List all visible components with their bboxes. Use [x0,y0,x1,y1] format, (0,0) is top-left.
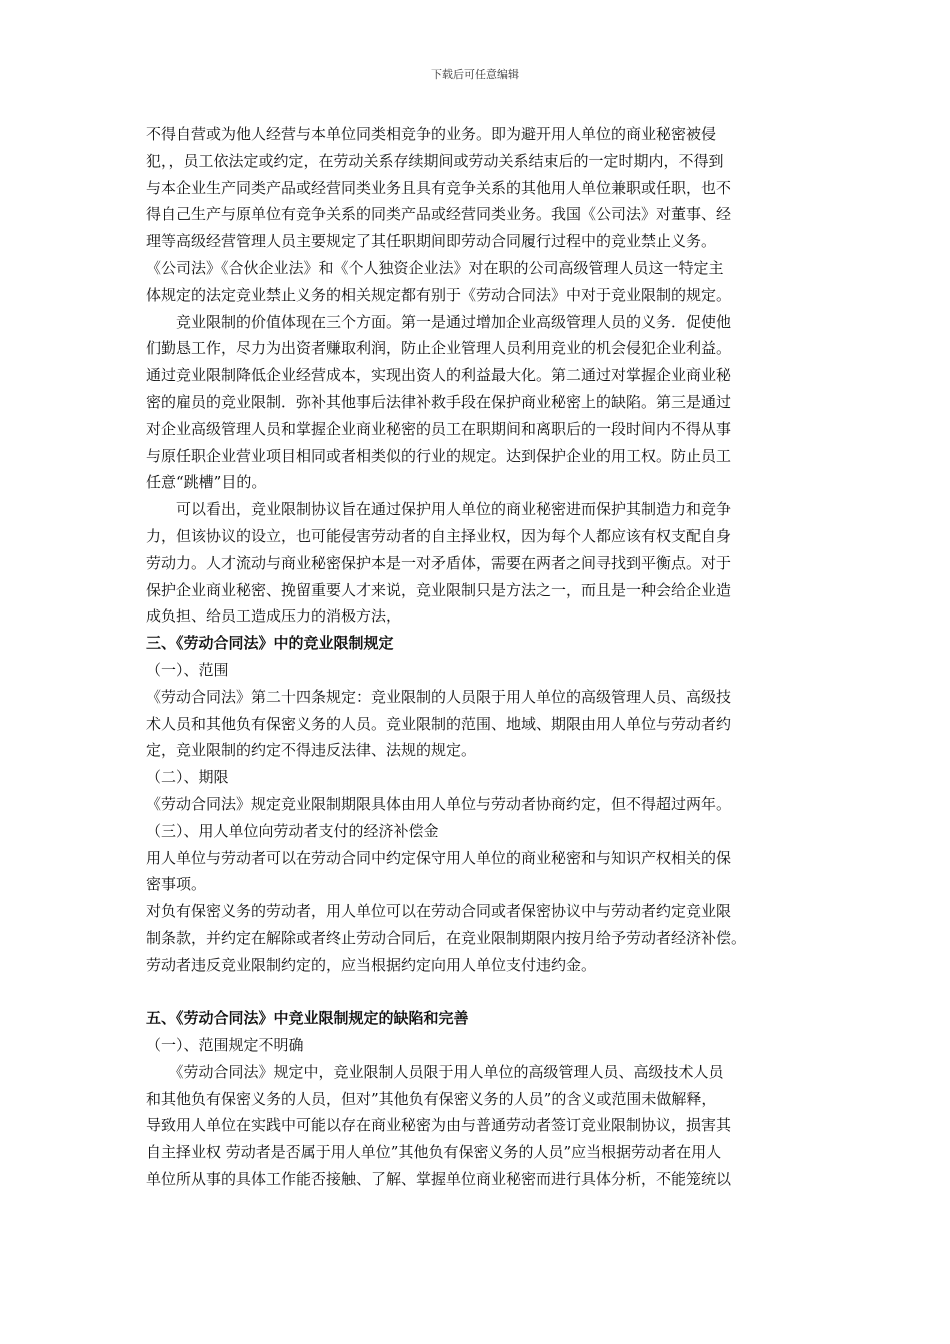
blank-line [146,979,810,1006]
text-line: （一）、范围 [146,660,229,679]
text-line: 《劳动合同法》规定中，竞业限制人员限于用人单位的高级管理人员、高级技术人员 [146,1062,724,1081]
text-line: 与原任职企业营业项目相同或者相类似的行业的规定。达到保护企业的用工权。防止员工 [146,446,732,465]
text-line: 体规定的法定竞业禁止义务的相关规定都有别于《劳动合同法》中对于竞业限制的规定。 [146,285,732,304]
text-line: 和其他负有保密义务的人员，但对”其他负有保密义务的人员”的含义或范围未做解释， [146,1089,717,1108]
text-line: （三）、用人单位向劳动者支付的经济补偿金 [146,821,439,840]
text-line: 任意“跳槽”目的。 [146,473,267,492]
section-heading: 五、《劳动合同法》中竞业限制规定的缺陷和完善 [146,1009,469,1028]
text-line: 劳动者违反竞业限制约定的，应当根据约定向用人单位支付违约金。 [146,955,597,974]
text-line: 保护企业商业秘密、挽留重要人才来说，竞业限制只是方法之一，而且是一种会给企业造 [146,580,732,599]
text-line: 单位所从事的具体工作能否接触、了解、掌握单位商业秘密而进行具体分析，不能笼统以 [146,1170,732,1189]
text-line: 术人员和其他负有保密义务的人员。竞业限制的范围、地域、期限由用人单位与劳动者约 [146,714,732,733]
text-line: 密事项。 [146,875,207,894]
section-heading: 三、《劳动合同法》中的竞业限制规定 [146,634,394,653]
document-body [146,121,810,1193]
text-line: 可以看出，竞业限制协议旨在通过保护用人单位的商业秘密进而保护其制造力和竞争 [146,500,732,519]
text-line: 与本企业生产同类产品或经营同类业务且具有竞争关系的其他用人单位兼职或任职，也不 [146,178,732,197]
text-line: 犯，，员工依法定或约定，在劳动关系存续期间或劳动关系结束后的一定时期内，不得到 [146,151,724,170]
page-header: 下载后可任意编辑 [431,68,519,81]
text-line: 导致用人单位在实践中可能以存在商业秘密为由与普通劳动者签订竞业限制协议，损害其 [146,1116,732,1135]
text-line: 理等高级经营管理人员主要规定了其任职期间即劳动合同履行过程中的竞业禁止义务。 [146,232,717,251]
text-line: 劳动力。人才流动与商业秘密保护本是一对矛盾体，需要在两者之间寻找到平衡点。对于 [146,553,732,572]
text-line: 密的雇员的竞业限制．弥补其他事后法律补救手段在保护商业秘密上的缺陷。第三是通过 [146,392,732,411]
text-line: 力，但该协议的设立，也可能侵害劳动者的自主择业权，因为每个人都应该有权支配自身 [146,526,732,545]
text-line: 制条款，并约定在解除或者终止劳动合同后，在竞业限制期限内按月给予劳动者经济补偿。 [146,928,747,947]
text-line: 用人单位与劳动者可以在劳动合同中约定保守用人单位的商业秘密和与知识产权相关的保 [146,848,732,867]
text-line: 对企业高级管理人员和掌握企业商业秘密的员工在职期间和离职后的一段时间内不得从事 [146,419,732,438]
text-line: 定，竞业限制的约定不得违反法律、法规的规定。 [146,741,477,760]
text-line: 通过竞业限制降低企业经营成本，实现出资人的利益最大化。第二通过对掌握企业商业秘 [146,366,732,385]
text-line: （二）、期限 [146,768,229,787]
text-line: 《劳动合同法》规定竞业限制期限具体由用人单位与劳动者协商约定，但不得超过两年。 [146,794,732,813]
text-line: 成负担、给员工造成压力的消极方法， [146,607,402,626]
text-line: （一）、范围规定不明确 [146,1036,304,1055]
text-line: 得自己生产与原单位有竞争关系的同类产品或经营同类业务。我国《公司法》对董事、经 [146,205,732,224]
text-line: 不得自营或为他人经营与本单位同类相竞争的业务。即为避开用人单位的商业秘密被侵 [146,125,717,143]
text-line: 对负有保密义务的劳动者，用人单位可以在劳动合同或者保密协议中与劳动者约定竞业限 [146,902,732,921]
text-line: 们勤恳工作，尽力为出资者赚取利润，防止企业管理人员利用竞业的机会侵犯企业利益。 [146,339,732,358]
text-line: 《公司法》《合伙企业法》和《个人独资企业法》对在职的公司高级管理人员这一特定主 [146,258,724,277]
text-line: 自主择业权 劳动者是否属于用人单位”其他负有保密义务的人员”应当根据劳动者在用人 [146,1143,722,1162]
text-line: 《劳动合同法》第二十四条规定：竞业限制的人员限于用人单位的高级管理人员、高级技 [146,687,732,706]
text-line: 竞业限制的价值体现在三个方面。第一是通过增加企业高级管理人员的义务．促使他 [146,312,732,331]
